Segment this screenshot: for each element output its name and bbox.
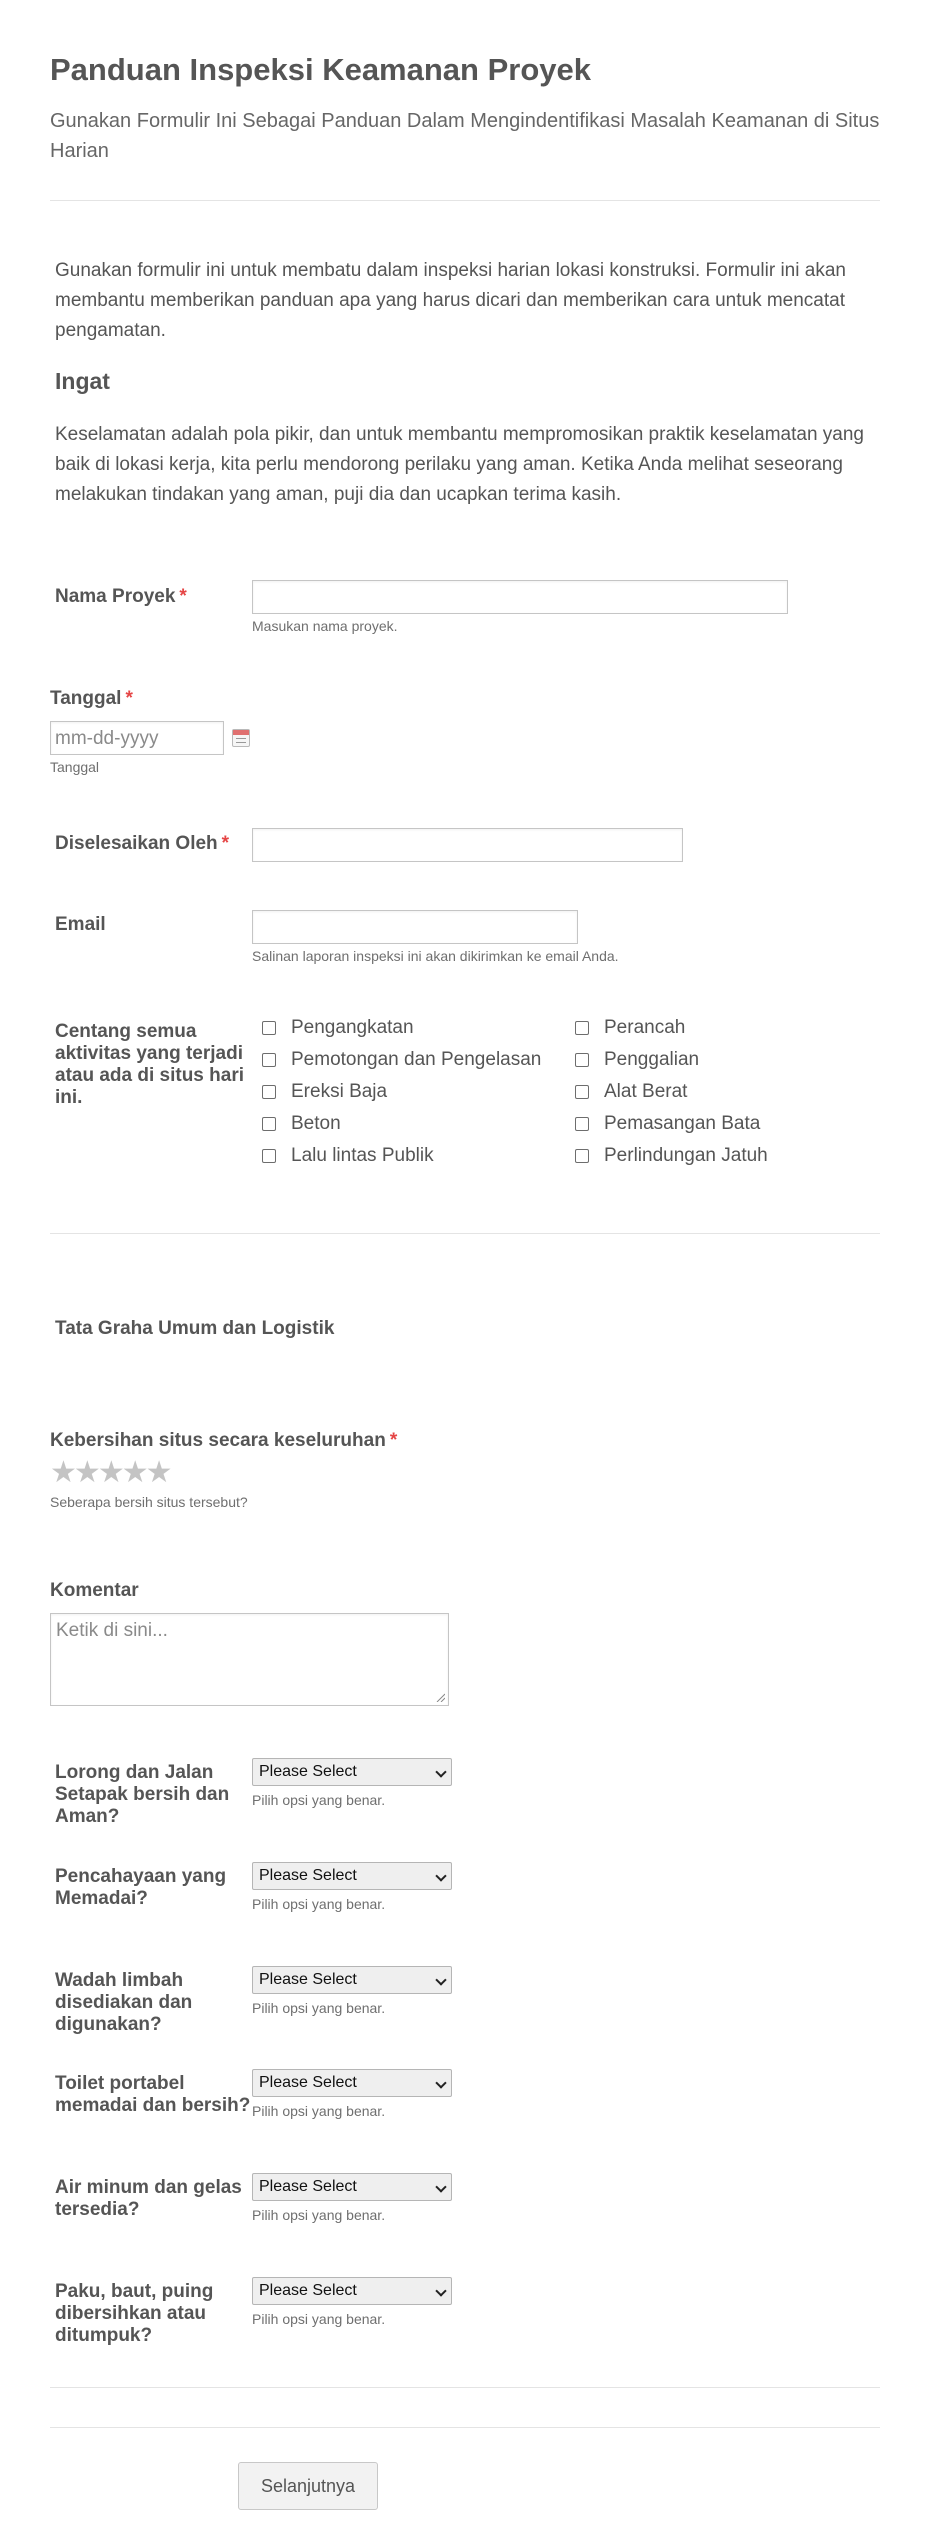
checkbox-perancah[interactable] [575, 1021, 589, 1035]
checkbox-label[interactable]: Beton [291, 1113, 341, 1134]
divider [50, 2387, 880, 2388]
resize-handle-icon[interactable] [436, 1693, 445, 1702]
question-hint: Pilih opsi yang benar. [252, 2311, 386, 2327]
question-select[interactable]: Please Select [252, 2173, 452, 2201]
intro-paragraph: Gunakan formulir ini untuk membatu dalam inspeksi harian lokasi konstruksi. Formulir ini akan membantu memberikan panduan apa yang harus dicari dan memberikan cara untuk mencatat pengamatan. [55, 260, 846, 341]
comments-textarea[interactable] [50, 1613, 449, 1706]
question-hint: Pilih opsi yang benar. [252, 2103, 386, 2119]
project-name-input[interactable] [252, 580, 788, 614]
checkbox-label[interactable]: Lalu lintas Publik [291, 1145, 434, 1166]
chevron-down-icon [435, 2077, 446, 2088]
reminder-paragraph: Keselamatan adalah pola pikir, dan untuk membantu mempromosikan praktik keselamatan yang baik di lokasi kerja, kita perlu mendorong perilaku yang aman. Ketika Anda melihat seseorang melakukan tindakan yang aman, puji dia dan ucapkan terima kasih. [55, 424, 865, 505]
email-label: Email [55, 914, 106, 935]
checkbox-label[interactable]: Perancah [604, 1017, 686, 1038]
star-rating[interactable] [50, 1458, 170, 1488]
question-select[interactable]: Please Select [252, 1758, 452, 1786]
required-asterisk: * [389, 1430, 398, 1451]
question-label: Paku, baut, puing dibersihkan atau ditumpuk? [55, 2281, 214, 2346]
date-input[interactable] [50, 721, 224, 755]
checkbox-label[interactable]: Penggalian [604, 1049, 700, 1070]
question-label: Pencahayaan yang Memadai? [55, 1866, 227, 1909]
page-subtitle: Gunakan Formulir Ini Sebagai Panduan Dalam Mengindentifikasi Masalah Keamanan di Situs Harian [50, 110, 880, 162]
required-asterisk: * [221, 833, 230, 854]
divider [50, 1233, 880, 1234]
question-select[interactable]: Please Select [252, 2277, 452, 2305]
date-label: Tanggal * [50, 688, 133, 709]
comments-label: Komentar [50, 1580, 139, 1601]
checkbox-ereksi-baja[interactable] [262, 1085, 276, 1099]
checkbox-pemotongan[interactable] [262, 1053, 276, 1067]
cleanliness-label: Kebersihan situs secara keseluruhan * [50, 1430, 398, 1451]
calendar-icon[interactable] [232, 729, 250, 747]
question-label: Air minum dan gelas tersedia? [55, 2177, 242, 2220]
email-input[interactable] [252, 910, 578, 944]
checkbox-label[interactable]: Pemotongan dan Pengelasan [291, 1049, 542, 1070]
required-asterisk: * [125, 688, 133, 709]
chevron-down-icon [435, 1870, 446, 1881]
divider [50, 2427, 880, 2428]
checkbox-beton[interactable] [262, 1117, 276, 1131]
required-asterisk: * [179, 586, 187, 607]
checkbox-label[interactable]: Perlindungan Jatuh [604, 1145, 768, 1166]
checkbox-label[interactable]: Alat Berat [604, 1081, 688, 1102]
completed-by-label: Diselesaikan Oleh * [55, 833, 230, 854]
date-hint: Tanggal [50, 759, 100, 775]
checkbox-label[interactable]: Pemasangan Bata [604, 1113, 761, 1134]
email-hint: Salinan laporan inspeksi ini akan dikirimkan ke email Anda. [252, 948, 619, 964]
reminder-heading: Ingat [55, 368, 110, 394]
star-icon[interactable]: ★ [50, 1456, 74, 1489]
chevron-down-icon [435, 1766, 446, 1777]
question-hint: Pilih opsi yang benar. [252, 1896, 386, 1912]
question-label: Wadah limbah disediakan dan digunakan? [55, 1970, 193, 2035]
completed-by-input[interactable] [252, 828, 683, 862]
question-label: Lorong dan Jalan Setapak bersih dan Aman? [55, 1762, 230, 1827]
star-icon[interactable]: ★ [145, 1456, 170, 1489]
activities-label: Centang semua aktivitas yang terjadi atau ada di situs hari ini. [55, 1021, 244, 1108]
next-button[interactable]: Selanjutnya [238, 2462, 378, 2510]
question-hint: Pilih opsi yang benar. [252, 2000, 386, 2016]
checkbox-label[interactable]: Ereksi Baja [291, 1081, 388, 1102]
chevron-down-icon [435, 1974, 446, 1985]
page-title: Panduan Inspeksi Keamanan Proyek [50, 52, 591, 87]
chevron-down-icon [435, 2285, 446, 2296]
question-label: Toilet portabel memadai dan bersih? [55, 2073, 251, 2116]
chevron-down-icon [435, 2181, 446, 2192]
project-name-label: Nama Proyek * [55, 586, 187, 607]
checkbox-label[interactable]: Pengangkatan [291, 1017, 414, 1038]
date-placeholder: mm-dd-yyyy [55, 728, 159, 749]
question-hint: Pilih opsi yang benar. [252, 2207, 386, 2223]
checkbox-alat-berat[interactable] [575, 1085, 589, 1099]
cleanliness-hint: Seberapa bersih situs tersebut? [50, 1494, 248, 1510]
section-heading: Tata Graha Umum dan Logistik [55, 1318, 335, 1339]
question-select[interactable]: Please Select [252, 1862, 452, 1890]
checkbox-perlindungan-jatuh[interactable] [575, 1149, 589, 1163]
checkbox-lalu-lintas[interactable] [262, 1149, 276, 1163]
star-icon[interactable]: ★ [73, 1456, 98, 1489]
question-select[interactable]: Please Select [252, 2069, 452, 2097]
checkbox-pengangkatan[interactable] [262, 1021, 276, 1035]
question-hint: Pilih opsi yang benar. [252, 1792, 386, 1808]
checkbox-pemasangan-bata[interactable] [575, 1117, 589, 1131]
checkbox-penggalian[interactable] [575, 1053, 589, 1067]
divider [50, 200, 880, 201]
star-icon[interactable]: ★ [97, 1456, 122, 1489]
star-icon[interactable]: ★ [121, 1456, 146, 1489]
comments-placeholder: Ketik di sini... [56, 1620, 168, 1641]
question-select[interactable]: Please Select [252, 1966, 452, 1994]
project-name-hint: Masukan nama proyek. [252, 618, 398, 634]
